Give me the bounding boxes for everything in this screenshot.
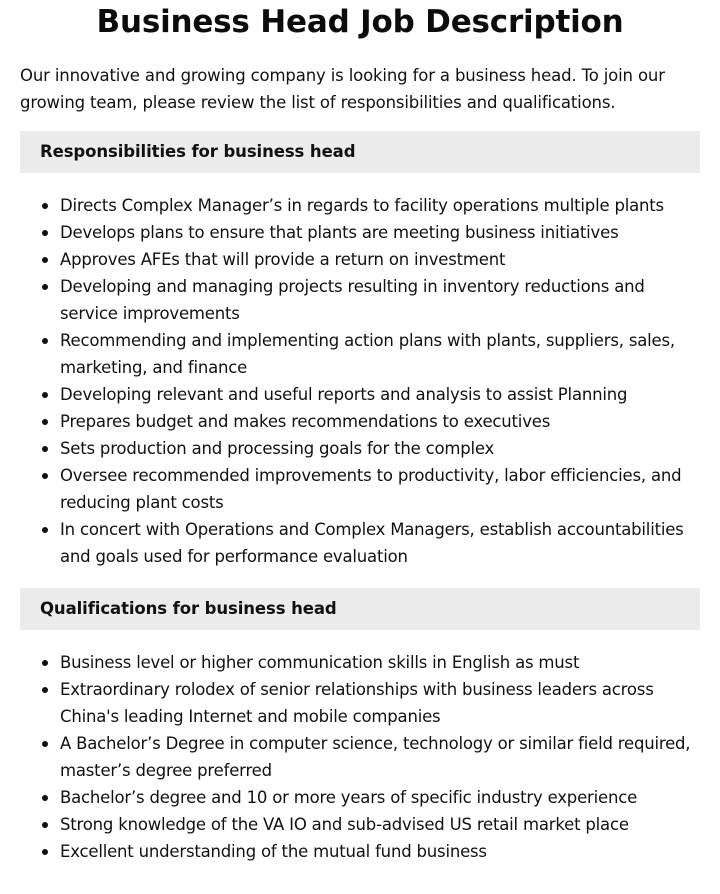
qualifications-heading: Qualifications for business head (20, 588, 700, 630)
list-item: Sets production and processing goals for the complex (60, 435, 700, 462)
list-item: Prepares budget and makes recommendations to executives (60, 408, 700, 435)
list-item: Business level or higher communication skills in English as must (60, 649, 700, 676)
intro-paragraph: Our innovative and growing company is looking for a business head. To join our growing team, please review the list of responsibilities and qualifications. (20, 66, 665, 112)
responsibilities-heading: Responsibilities for business head (20, 131, 700, 173)
list-item: Extraordinary rolodex of senior relationships with business leaders across China's leading Internet and mobile companies (60, 676, 700, 730)
qualifications-list (20, 649, 700, 865)
list-item: Oversee recommended improvements to productivity, labor efficiencies, and reducing plant costs (60, 462, 700, 516)
list-item: In concert with Operations and Complex Managers, establish accountabilities and goals used for performance evaluation (60, 516, 700, 570)
list-item: A Bachelor’s Degree in computer science, technology or similar field required, master’s degree preferred (60, 730, 700, 784)
list-item: Recommending and implementing action plans with plants, suppliers, sales, marketing, and finance (60, 327, 700, 381)
responsibilities-list (20, 192, 700, 570)
page-title: Business Head Job Description (96, 4, 624, 40)
list-item: Develops plans to ensure that plants are meeting business initiatives (60, 219, 700, 246)
list-item: Directs Complex Manager’s in regards to facility operations multiple plants (60, 192, 700, 219)
list-item: Developing and managing projects resulting in inventory reductions and service improvements (60, 273, 700, 327)
list-item: Approves AFEs that will provide a return on investment (60, 246, 700, 273)
list-item: Excellent understanding of the mutual fund business (60, 838, 700, 865)
list-item: Strong knowledge of the VA IO and sub-advised US retail market place (60, 811, 700, 838)
list-item: Bachelor’s degree and 10 or more years of specific industry experience (60, 784, 700, 811)
list-item: Developing relevant and useful reports and analysis to assist Planning (60, 381, 700, 408)
